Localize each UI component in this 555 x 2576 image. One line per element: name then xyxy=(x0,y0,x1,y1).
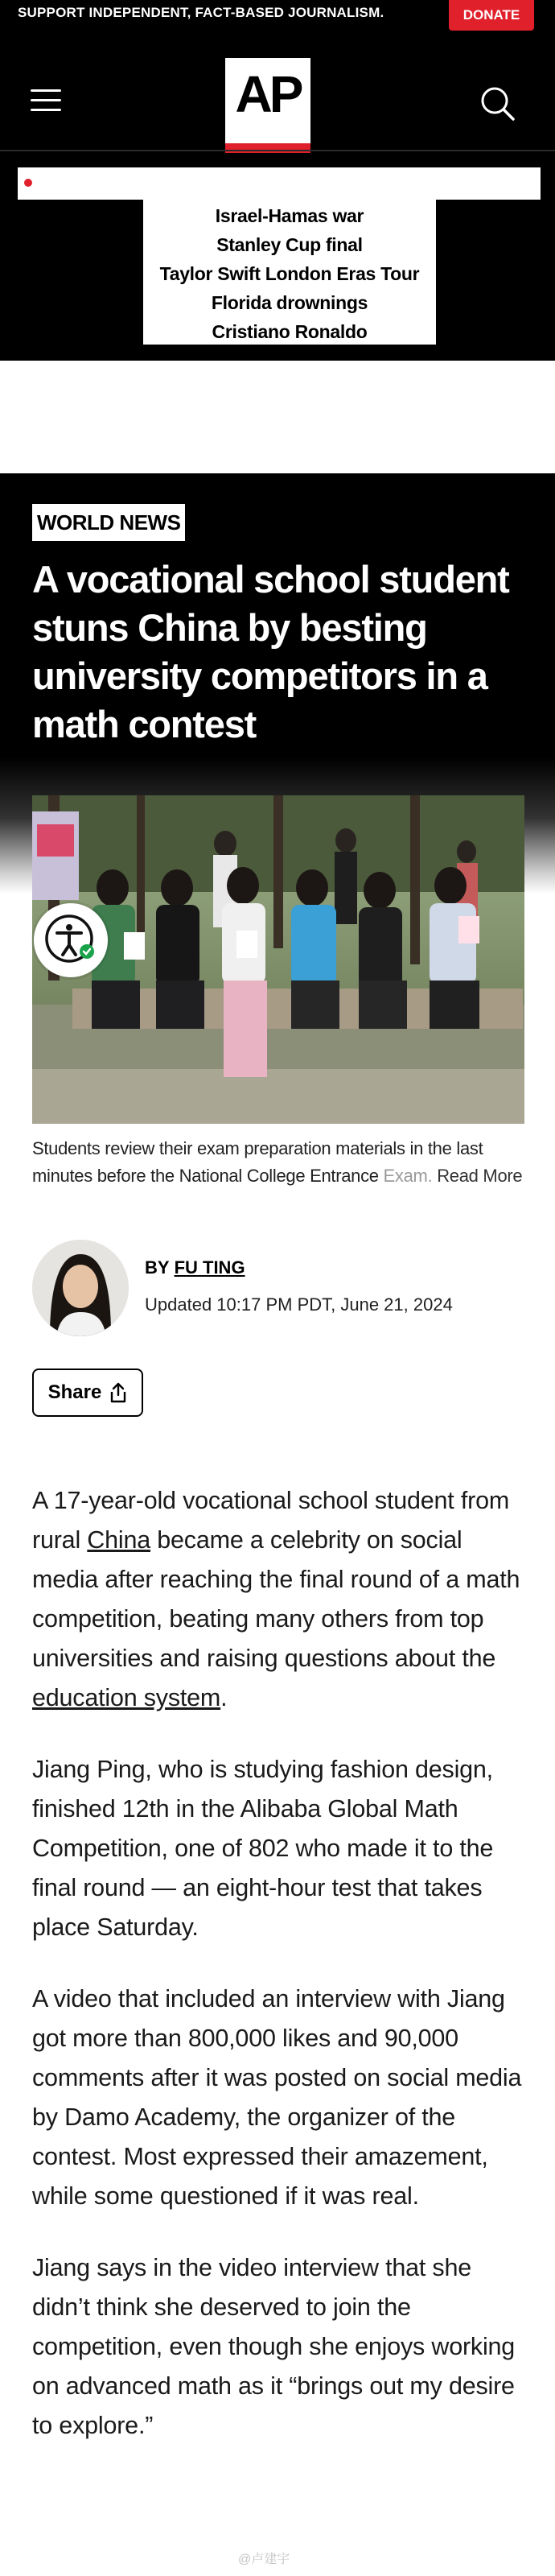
trending-list xyxy=(143,200,436,345)
article-headline: A vocational school student stuns China by besting university competitors in a math contest xyxy=(32,558,509,745)
trending-link[interactable]: Stanley Cup final xyxy=(216,234,363,255)
hamburger-menu-icon[interactable] xyxy=(31,89,61,114)
text-span: A 17-year-old vocational school student from rural xyxy=(32,1487,510,1554)
share-button[interactable] xyxy=(32,1368,143,1417)
china-link[interactable]: China xyxy=(87,1526,150,1554)
article-body xyxy=(32,1481,529,2478)
trending-strip xyxy=(18,167,541,200)
logo-text: AP xyxy=(235,65,301,123)
paragraph xyxy=(32,1481,529,1718)
section-tag[interactable]: WORLD NEWS xyxy=(32,504,185,541)
updated-timestamp: Updated 10:17 PM PDT, June 21, 2024 xyxy=(145,1294,453,1315)
photo-caption xyxy=(32,1135,524,1190)
accessibility-icon xyxy=(34,903,108,977)
ap-logo[interactable] xyxy=(225,58,310,153)
accessibility-button[interactable] xyxy=(34,903,108,977)
header-divider xyxy=(0,150,555,151)
live-dot-icon xyxy=(24,179,32,187)
share-icon xyxy=(109,1382,127,1403)
paragraph: A video that included an interview with Jiang got more than 800,000 likes and 90,000 comments after it was posted on social media by Damo Academy, the organizer of the contest. Most expressed their amazement, while some questioned if it was real. xyxy=(32,1985,522,2210)
search-icon[interactable] xyxy=(479,85,516,122)
by-prefix: BY xyxy=(145,1257,170,1278)
caption-fade-text: Exam. xyxy=(383,1166,438,1186)
text-span: . xyxy=(220,1684,228,1711)
trending-link[interactable]: Cristiano Ronaldo xyxy=(212,321,368,342)
byline xyxy=(145,1257,245,1278)
education-system-link[interactable]: education system xyxy=(32,1684,221,1711)
paragraph: Jiang says in the video interview that she didn’t think she deserved to join the competition, even though she enjoys working on advanced math as it “brings out my desire to explore.” xyxy=(32,2254,516,2439)
author-avatar[interactable] xyxy=(32,1240,129,1336)
support-text: SUPPORT INDEPENDENT, FACT-BASED JOURNALISM. xyxy=(18,5,384,20)
trending-link[interactable]: Israel-Hamas war xyxy=(215,205,364,226)
trending-link[interactable]: Taylor Swift London Eras Tour xyxy=(159,263,420,284)
text-span: became a celebrity on social media after reaching the final round of a math competition, beating many others from top universities and raising questions about the xyxy=(32,1526,520,1672)
author-link[interactable]: FU TING xyxy=(174,1257,245,1278)
paragraph: Jiang Ping, who is studying fashion design, finished 12th in the Alibaba Global Math Competition, one of 802 who made it to the final round — an eight-hour test that takes place Saturday. xyxy=(32,1756,494,1941)
read-more-link[interactable]: Read More xyxy=(437,1166,523,1186)
logo-red-bar xyxy=(225,143,310,153)
trending-link[interactable]: Florida drownings xyxy=(211,292,368,313)
watermark: @卢建宇 xyxy=(238,2553,290,2566)
donate-button[interactable]: DONATE xyxy=(449,0,534,31)
share-label: Share xyxy=(47,1381,102,1403)
caption-text: Students review their exam preparation materials in the last minutes before the National College Entrance xyxy=(32,1138,483,1186)
